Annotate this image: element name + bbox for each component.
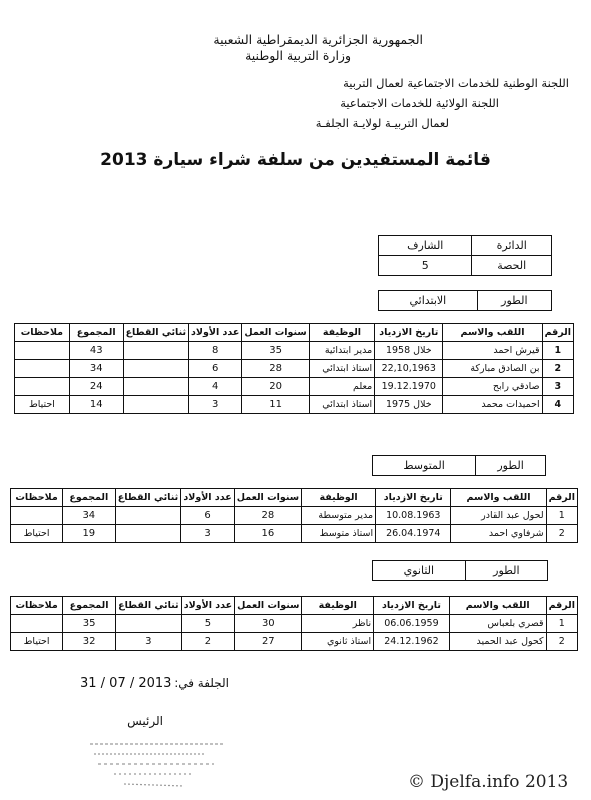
cell-total: 34 — [69, 360, 123, 378]
cell-years: 16 — [234, 525, 301, 543]
cell-dual: 3 — [115, 633, 181, 651]
col-job: الوظيفة — [302, 597, 374, 615]
cell-birth: 24.12.1962 — [374, 633, 450, 651]
quota-label: الحصة — [472, 256, 552, 276]
footer-date-label: الجلفة في: — [174, 676, 229, 690]
cell-dual — [115, 615, 181, 633]
cell-total: 34 — [63, 507, 115, 525]
cell-total: 14 — [69, 396, 123, 414]
watermark: © Djelfa.info 2013 — [408, 772, 569, 792]
cell-job: استاذ ثانوي — [302, 633, 374, 651]
footer-president: الرئيس — [127, 714, 163, 728]
col-children: عدد الأولاد — [181, 597, 234, 615]
col-notes: ملاحظات — [11, 597, 63, 615]
cell-name: شرفاوي احمد — [451, 525, 546, 543]
cell-children: 3 — [189, 396, 242, 414]
table-middle — [10, 488, 578, 543]
cell-rank: 1 — [546, 507, 577, 525]
cell-years: 20 — [242, 378, 309, 396]
cell-name: كحول عبد الحميد — [449, 633, 546, 651]
col-notes: ملاحظات — [11, 489, 63, 507]
cell-rank: 2 — [546, 633, 577, 651]
cell-name: لحول عبد القادر — [451, 507, 546, 525]
col-total: المجموع — [69, 324, 123, 342]
level-box-primary — [378, 290, 552, 311]
cell-birth: 19.12.1970 — [375, 378, 443, 396]
cell-birth: خلال 1975 — [375, 396, 443, 414]
col-job: الوظيفة — [309, 324, 374, 342]
cell-rank: 1 — [546, 615, 577, 633]
col-dual: ثنائي القطاع — [123, 324, 188, 342]
daira-box — [378, 235, 552, 276]
cell-notes: احتياط — [11, 525, 63, 543]
col-years: سنوات العمل — [235, 597, 302, 615]
cell-notes — [15, 378, 70, 396]
col-name: اللقب والاسم — [449, 597, 546, 615]
table-primary — [14, 323, 574, 414]
table-row — [11, 525, 578, 543]
cell-years: 28 — [234, 507, 301, 525]
cell-job: ناظر — [302, 615, 374, 633]
level-box-secondary — [372, 560, 548, 581]
cell-name: بن الصادق مباركة — [443, 360, 542, 378]
cell-children: 6 — [181, 507, 234, 525]
cell-notes — [11, 615, 63, 633]
header-national-committee: اللجنة الوطنية للخدمات الاجتماعية لعمال التربية — [343, 76, 569, 90]
cell-rank: 1 — [542, 342, 573, 360]
col-children: عدد الأولاد — [181, 489, 234, 507]
cell-rank: 2 — [542, 360, 573, 378]
table-secondary — [10, 596, 578, 651]
stamp-signature — [84, 738, 234, 796]
cell-dual — [123, 396, 188, 414]
table-header-row — [11, 597, 578, 615]
daira-value: الشارف — [379, 236, 472, 256]
cell-children: 5 — [181, 615, 234, 633]
level-label: الطور — [465, 561, 547, 581]
cell-notes: احتياط — [15, 396, 70, 414]
cell-dual — [123, 378, 188, 396]
level-value: المتوسط — [373, 456, 476, 476]
cell-years: 35 — [242, 342, 309, 360]
cell-birth: خلال 1958 — [375, 342, 443, 360]
level-value: الابتدائي — [379, 291, 478, 311]
cell-job: مدير متوسطة — [302, 507, 376, 525]
cell-name: احميدات محمد — [443, 396, 542, 414]
col-name: اللقب والاسم — [443, 324, 542, 342]
cell-job: استاذ ابتدائي — [309, 360, 374, 378]
level-value: الثانوي — [373, 561, 466, 581]
cell-birth: 10.08.1963 — [376, 507, 451, 525]
cell-name: صادقي رابح — [443, 378, 542, 396]
cell-children: 6 — [189, 360, 242, 378]
cell-total: 43 — [69, 342, 123, 360]
level-label: الطور — [476, 456, 546, 476]
col-notes: ملاحظات — [15, 324, 70, 342]
table-row — [15, 396, 574, 414]
cell-years: 30 — [235, 615, 302, 633]
cell-total: 24 — [69, 378, 123, 396]
cell-name: قيرش احمد — [443, 342, 542, 360]
cell-years: 27 — [235, 633, 302, 651]
col-total: المجموع — [63, 597, 116, 615]
cell-dual — [123, 342, 188, 360]
cell-children: 2 — [181, 633, 234, 651]
header-wilaya-workers: لعمال التربيـة لولايـة الجلفـة — [315, 116, 449, 130]
col-years: سنوات العمل — [234, 489, 301, 507]
daira-label: الدائرة — [472, 236, 552, 256]
col-rank: الرقم — [542, 324, 573, 342]
cell-children: 3 — [181, 525, 234, 543]
table-row — [11, 615, 578, 633]
table-row — [15, 360, 574, 378]
col-birth: تاريخ الازدياد — [376, 489, 451, 507]
col-birth: تاريخ الازدياد — [374, 597, 450, 615]
col-job: الوظيفة — [302, 489, 376, 507]
cell-job: استاذ متوسط — [302, 525, 376, 543]
header-wilaya-committee: اللجنة الولائية للخدمات الاجتماعية — [340, 96, 499, 110]
cell-years: 28 — [242, 360, 309, 378]
cell-total: 19 — [63, 525, 115, 543]
quota-value: 5 — [379, 256, 472, 276]
table-row — [15, 342, 574, 360]
table-header-row — [15, 324, 574, 342]
cell-notes — [11, 507, 63, 525]
col-total: المجموع — [63, 489, 115, 507]
cell-rank: 3 — [542, 378, 573, 396]
cell-rank: 4 — [542, 396, 573, 414]
col-children: عدد الأولاد — [189, 324, 242, 342]
level-box-middle — [372, 455, 546, 476]
col-years: سنوات العمل — [242, 324, 309, 342]
page-title: قائمة المستفيدين من سلفة شراء سيارة 2013 — [100, 150, 491, 170]
cell-dual — [115, 507, 181, 525]
cell-birth: 26.04.1974 — [376, 525, 451, 543]
cell-notes: احتياط — [11, 633, 63, 651]
col-name: اللقب والاسم — [451, 489, 546, 507]
cell-rank: 2 — [546, 525, 577, 543]
cell-children: 8 — [189, 342, 242, 360]
level-label: الطور — [477, 291, 551, 311]
col-dual: ثنائي القطاع — [115, 489, 181, 507]
footer-date-value: 31 / 07 / 2013 — [80, 676, 172, 691]
table-row — [11, 633, 578, 651]
table-header-row — [11, 489, 578, 507]
col-dual: ثنائي القطاع — [115, 597, 181, 615]
cell-dual — [123, 360, 188, 378]
table-row — [15, 378, 574, 396]
cell-job: معلم — [309, 378, 374, 396]
cell-birth: 22,10,1963 — [375, 360, 443, 378]
col-rank: الرقم — [546, 597, 577, 615]
cell-dual — [115, 525, 181, 543]
header-republic: الجمهورية الجزائرية الديمقراطية الشعبية — [213, 32, 423, 47]
cell-total: 32 — [63, 633, 116, 651]
cell-notes — [15, 342, 70, 360]
cell-children: 4 — [189, 378, 242, 396]
cell-birth: 06.06.1959 — [374, 615, 450, 633]
col-birth: تاريخ الازدياد — [375, 324, 443, 342]
cell-total: 35 — [63, 615, 116, 633]
cell-notes — [15, 360, 70, 378]
cell-job: استاذ ابتدائي — [309, 396, 374, 414]
col-rank: الرقم — [546, 489, 577, 507]
cell-name: قصري بلعباس — [449, 615, 546, 633]
cell-job: مدير ابتدائية — [309, 342, 374, 360]
cell-years: 11 — [242, 396, 309, 414]
header-ministry: وزارة التربية الوطنية — [245, 48, 351, 63]
table-row — [11, 507, 578, 525]
